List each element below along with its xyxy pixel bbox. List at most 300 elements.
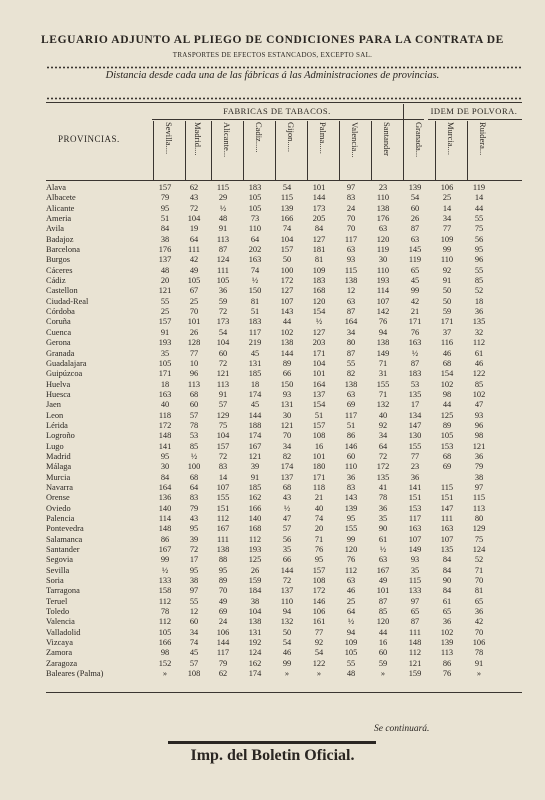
distance-cell: 171 [440,317,454,327]
column-header-label: Valencia... [350,122,360,158]
distance-cell: 69 [346,400,356,410]
distance-cell: 83 [346,482,356,492]
distance-cell: 185 [248,369,262,379]
distance-cell: 64 [189,482,199,492]
distance-cell: 108 [312,576,326,586]
distance-cell: 122 [472,369,486,379]
distance-cell: 141 [408,482,422,492]
table-row [46,390,495,400]
column-divider [275,121,276,180]
distance-cell: 157 [280,245,294,255]
distance-cell: 110 [440,255,454,265]
distance-cell: 105 [158,358,172,368]
column-divider [307,121,308,180]
table-row [46,297,495,307]
distance-cell: 140 [158,503,172,513]
table-row [46,555,495,565]
group-underline-tabacos [152,119,424,120]
distance-cell: 63 [378,555,388,565]
distance-cell: 45 [189,648,199,658]
distance-cell: 42 [189,255,199,265]
distance-cell: 36 [378,503,388,513]
distance-cell: 89 [442,420,452,430]
distance-cell: 77 [189,348,199,358]
distance-cell: 120 [376,234,390,244]
distance-cell: 71 [474,565,484,575]
distance-cell: 63 [346,245,356,255]
distance-cell: 163 [408,338,422,348]
dotted-rule [46,97,522,100]
distance-cell: 36 [474,307,484,317]
distance-cell: 35 [410,565,420,575]
province-name: Leon [46,410,64,420]
distance-cell: 55 [346,658,356,668]
group-underline-polvora [428,119,522,120]
distance-cell: 132 [280,617,294,627]
distance-cell: 30 [160,462,170,472]
distance-cell: 44 [442,400,452,410]
province-name: Lugo [46,441,64,451]
distance-cell: 96 [474,255,484,265]
distance-cell: ½ [251,276,259,286]
distance-cell: 26 [410,214,420,224]
distance-cell: 135 [440,545,454,555]
distance-cell: 127 [280,286,294,296]
table-row [46,224,495,234]
distance-cell: 117 [216,648,230,658]
province-name: Segovia [46,555,73,565]
column-header [219,122,239,178]
distance-cell: 65 [410,265,420,275]
distance-cell: 95 [160,203,170,213]
distance-cell: 25 [346,596,356,606]
distance-cell: 90 [442,576,452,586]
column-divider [243,121,244,180]
table-row [46,493,495,503]
distance-cell: 16 [378,638,388,648]
table-row [46,245,495,255]
distance-cell: 74 [314,514,324,523]
distance-cell: 83 [189,493,199,503]
distance-cell: 107 [408,534,422,544]
distance-cell: 54 [218,327,228,337]
distance-cell: 157 [216,441,230,451]
distance-cell: 60 [378,648,388,658]
province-name: Avila [46,224,64,234]
distance-cell: 167 [158,545,172,555]
table-row [46,369,495,379]
distance-cell: 90 [378,524,388,534]
distance-cell: 61 [474,348,484,358]
distance-cell: 149 [376,348,390,358]
distance-cell: 70 [282,431,292,441]
document-title: LEGUARIO ADJUNTO AL PLIEGO DE CONDICIONES PARA LA CONTRATA DE [41,34,504,46]
distance-cell: 65 [442,607,452,617]
distance-cell: 34 [442,214,452,224]
distance-cell: 158 [158,586,172,596]
distance-cell: 76 [346,555,356,565]
distance-cell: 63 [346,296,356,306]
distance-cell: 157 [158,317,172,327]
distance-cell: 50 [442,296,452,306]
distance-cell: 94 [282,607,292,617]
distance-cell: 53 [410,379,420,389]
distance-cell: 87 [346,307,356,317]
distance-cell: 121 [158,286,172,296]
province-name: Cuenca [46,327,72,337]
province-name: Vizcaya [46,638,73,648]
distance-cell: ½ [315,317,323,327]
distance-cell: 64 [250,234,260,244]
distance-cell: 79 [474,462,484,472]
distance-cell: 83 [346,193,356,203]
group-label-tabacos: FABRICAS DE TABACOS. [223,106,331,116]
distance-cell: 46 [346,586,356,596]
distance-cell: 148 [408,638,422,648]
table-row [46,442,495,452]
distance-cell: 110 [376,193,390,203]
distance-cell: 75 [474,224,484,234]
column-header-label: Alicante... [222,122,232,158]
province-name: Guadalajara [46,358,87,368]
distance-cell: 146 [344,441,358,451]
distance-cell: 101 [312,369,326,379]
distance-cell: 56 [474,234,484,244]
distance-cell: 68 [189,389,199,399]
distance-cell: 102 [280,327,294,337]
distance-cell: 154 [312,400,326,410]
distance-cell: 193 [248,545,262,555]
distance-cell: 17 [189,555,199,565]
distance-cell: 52 [474,555,484,565]
distance-cell: 133 [158,576,172,586]
distance-cell: 79 [189,503,199,513]
distance-cell: 31 [378,369,388,379]
distance-cell: 77 [410,451,420,461]
distance-cell: 26 [250,565,260,575]
province-name: Cádiz [46,276,66,286]
distance-cell: 99 [346,534,356,544]
distance-cell: 121 [408,658,422,668]
distance-cell: 180 [312,462,326,472]
distance-cell: 125 [248,555,262,565]
province-name: Ameria [46,214,72,224]
distance-cell: 14 [218,472,228,482]
table-row [46,421,495,431]
distance-cell: 77 [442,224,452,234]
distance-cell: 63 [410,234,420,244]
distance-cell: 119 [408,255,422,265]
distance-cell: 87 [218,245,228,255]
column-header [161,122,181,178]
distance-cell: 183 [248,317,262,327]
distance-cell: 46 [442,348,452,358]
distance-cell: 60 [346,451,356,461]
distance-cell: 25 [442,193,452,203]
distance-cell: 85 [474,379,484,389]
distance-cell: 72 [189,203,199,213]
distance-cell: ½ [347,617,355,627]
distance-cell: 93 [282,389,292,399]
distance-cell: 137 [280,472,294,482]
distance-cell: 162 [248,493,262,503]
distance-cell: 113 [216,234,230,244]
distance-cell: 63 [378,224,388,234]
province-name: Castellon [46,286,78,296]
distance-cell: 99 [282,658,292,668]
distance-cell: 74 [189,638,199,648]
column-divider [403,104,404,180]
distance-cell: 139 [408,183,422,192]
distance-cell: 39 [250,462,260,472]
distance-cell: 159 [248,576,262,586]
distance-cell: 87 [378,596,388,606]
distance-cell: 36 [442,617,452,627]
distance-cell: 115 [472,493,486,503]
table-row [46,586,495,596]
distance-cell: 12 [346,286,356,296]
distance-cell: 176 [376,214,390,224]
distance-cell: » [162,669,168,679]
distance-cell: 148 [158,431,172,441]
distance-cell: 48 [218,214,228,224]
distance-cell: 95 [189,524,199,534]
distance-table [46,183,495,680]
distance-cell: 157 [312,420,326,430]
distance-cell: 21 [314,493,324,503]
distance-cell: 43 [282,493,292,503]
distance-cell: 148 [158,524,172,534]
distance-cell: 34 [378,431,388,441]
distance-cell: 144 [280,565,294,575]
distance-cell: 106 [440,183,454,192]
distance-cell: 81 [250,296,260,306]
column-header-label: Gijon..... [286,122,296,152]
distance-cell: 79 [160,193,170,203]
distance-cell: 38 [189,576,199,586]
distance-cell: 40 [314,503,324,513]
distance-cell: 23 [378,183,388,192]
province-name: Madrid [46,451,71,461]
distance-cell: 121 [216,369,230,379]
distance-cell: 72 [218,358,228,368]
distance-cell: 65 [410,607,420,617]
distance-cell: 37 [442,327,452,337]
distance-cell: 150 [248,286,262,296]
table-row [46,214,495,224]
distance-cell: ½ [190,451,198,461]
distance-cell: 51 [160,214,170,224]
distance-cell: 69 [442,462,452,472]
distance-cell: 38 [250,596,260,606]
province-name: Coruña [46,317,71,327]
table-row [46,659,495,669]
distance-cell: 155 [376,379,390,389]
distance-cell: 83 [218,462,228,472]
distance-cell: 144 [248,410,262,420]
distance-cell: 70 [474,627,484,637]
distance-cell: 74 [282,224,292,234]
distance-cell: 202 [248,245,262,255]
column-divider [153,121,154,180]
distance-cell: 142 [376,307,390,317]
distance-cell: 81 [474,586,484,596]
distance-cell: 104 [248,607,262,617]
table-row [46,648,495,658]
distance-cell: 43 [189,514,199,523]
distance-cell: 60 [189,400,199,410]
document-subtitle: TRASPORTES DE EFECTOS ESTANCADOS, EXCEPTO SAL. [172,51,373,59]
distance-cell: 144 [312,193,326,203]
distance-cell: 74 [250,265,260,275]
distance-cell: 45 [250,400,260,410]
distance-cell: 171 [158,369,172,379]
distance-cell: 54 [282,183,292,192]
distance-cell: 57 [282,524,292,534]
distance-cell: 68 [189,472,199,482]
distance-cell: 219 [248,338,262,348]
distance-cell: 112 [408,648,422,658]
distance-cell: 105 [344,648,358,658]
distance-cell: 139 [280,203,294,213]
distance-cell: 172 [312,586,326,596]
distance-cell: 171 [312,348,326,358]
distance-cell: 64 [189,234,199,244]
distance-cell: 163 [408,524,422,534]
distance-cell: 147 [408,420,422,430]
distance-cell: 59 [442,307,452,317]
distance-cell: 135 [472,317,486,327]
distance-cell: 131 [248,358,262,368]
header-top-rule [46,102,522,103]
distance-cell: 102 [440,379,454,389]
distance-cell: 139 [440,638,454,648]
distance-cell: 62 [189,183,199,192]
distance-cell: 62 [218,669,228,679]
distance-cell: 24 [346,203,356,213]
distance-cell: 115 [408,576,422,586]
province-name: Huesca [46,389,71,399]
distance-cell: 63 [346,389,356,399]
distance-cell: 167 [248,441,262,451]
distance-cell: 60 [189,617,199,627]
distance-cell: 67 [189,286,199,296]
province-name: Albacete [46,193,76,203]
distance-cell: 92 [314,638,324,648]
distance-cell: 50 [282,255,292,265]
distance-cell: 113 [187,379,201,389]
distance-cell: 16 [314,441,324,451]
distance-cell: 61 [442,596,452,606]
distance-cell: 161 [312,617,326,627]
distance-cell: 135 [408,389,422,399]
distance-cell: 43 [189,193,199,203]
distance-cell: 91 [442,276,452,286]
distance-cell: 151 [216,503,230,513]
distance-cell: 95 [314,555,324,565]
distance-cell: » [284,669,290,679]
distance-cell: 104 [187,214,201,224]
distance-cell: » [476,669,482,679]
column-divider [435,121,436,180]
table-row [46,617,495,627]
distance-cell: 80 [474,514,484,523]
provinces-header: PROVINCIAS. [58,134,120,144]
distance-cell: 155 [408,441,422,451]
table-row [46,514,495,524]
province-name: Pontevedra [46,524,84,534]
distance-cell: 168 [248,524,262,534]
distance-cell: 174 [248,389,262,399]
distance-cell: 124 [248,648,262,658]
distance-cell: 76 [378,317,388,327]
distance-cell: 146 [312,596,326,606]
distance-cell: 166 [158,638,172,648]
distance-cell: 49 [378,576,388,586]
distance-cell: 68 [282,482,292,492]
imprint-line: Imp. del Boletin Oficial. [190,747,355,764]
distance-cell: 117 [248,327,262,337]
distance-cell: 55 [474,265,484,275]
distance-cell: 98 [160,648,170,658]
distance-cell: 81 [314,255,324,265]
distance-cell: 174 [280,462,294,472]
distance-cell: 135 [376,472,390,482]
distance-cell: 68 [442,358,452,368]
distance-cell: 55 [474,214,484,224]
distance-cell: 105 [216,276,230,286]
distance-cell: 75 [218,420,228,430]
distance-cell: 106 [312,607,326,617]
distance-cell: 93 [410,555,420,565]
dotted-rule [46,66,522,69]
province-name: Cáceres [46,265,73,275]
distance-cell: 59 [378,658,388,668]
distance-cell: » [380,669,386,679]
distance-cell: 54 [410,193,420,203]
distance-cell: 94 [346,627,356,637]
distance-cell: 26 [189,327,199,337]
distance-cell: 105 [248,193,262,203]
distance-cell: 42 [474,617,484,627]
distance-cell: 115 [216,183,230,192]
distance-cell: 176 [158,245,172,255]
distance-cell: 91 [160,327,170,337]
province-name: Lérida [46,420,68,430]
distance-cell: 144 [216,638,230,648]
distance-cell: 119 [472,183,486,192]
distance-cell: 157 [312,565,326,575]
province-name: Soria [46,576,64,586]
distance-cell: 93 [346,255,356,265]
distance-cell: 89 [282,358,292,368]
distance-cell: 97 [474,482,484,492]
table-row [46,545,495,555]
distance-cell: 164 [312,379,326,389]
distance-cell: 78 [474,648,484,658]
distance-cell: 71 [378,389,388,399]
distance-cell: 36 [474,607,484,617]
distance-cell: 57 [189,658,199,668]
distance-cell: 107 [280,296,294,306]
distance-cell: 64 [378,441,388,451]
province-name: Baleares (Palma) [46,669,104,679]
distance-cell: 120 [376,617,390,627]
distance-cell: 36 [346,472,356,482]
distance-cell: 111 [441,514,453,523]
province-name: Orense [46,493,70,503]
distance-cell: 143 [280,307,294,317]
